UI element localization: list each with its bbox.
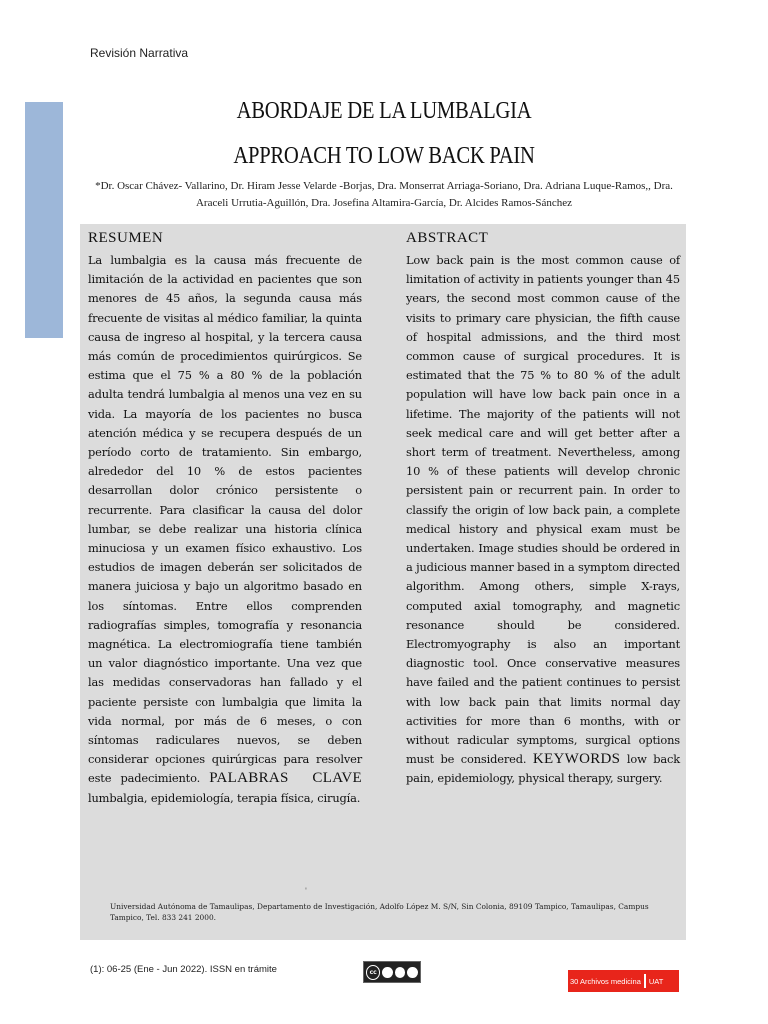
- resumen-keywords: lumbalgia, epidemiología, terapia física, cirugía.: [88, 790, 361, 805]
- nc-icon: [395, 967, 406, 978]
- affiliation-mark: ': [305, 887, 307, 895]
- abstract-panel: [80, 224, 686, 940]
- keywords-heading: KEYWORDS: [532, 751, 621, 768]
- author-line-1: *Dr. Oscar Chávez- Vallarino, Dr. Hiram Jesse Velarde -Borjas, Dra. Monserrat Arriaga-Soriano, Dra. Adriana Luque-Ramos,, Dra.: [95, 180, 673, 192]
- affiliation-text: Universidad Autónoma de Tamaulipas, Departamento de Investigación, Adolfo López M. S/N, Sin Colonia, 89109 Tampico, Tamaulipas, Campus Tampico, Tel. 833 241 2000.: [110, 902, 649, 922]
- resumen-column: [88, 230, 362, 808]
- abstract-heading: ABSTRACT: [406, 230, 489, 246]
- institution-name: UAT: [648, 976, 664, 986]
- cc-license-badge[interactable]: [363, 961, 421, 983]
- sa-icon: [407, 967, 418, 978]
- footer-divider: [644, 974, 646, 988]
- abstract-column: [406, 230, 680, 789]
- author-list: [60, 178, 708, 212]
- abstract-body: [406, 251, 680, 789]
- abstract-text: Low back pain is the most common cause of limitation of activity in patients younger than 45 years, the second most common cause of the visits to primary care physician, the fifth cause of hospital admissions, and the third most common cause of surgical procedures. It is estimated that the 75 % to 80 % of the adult population will have low back pain once in a lifetime. The majority of the patients will not seek medical care and will get better after a short term of treatment. Nevertheless, among 10 % of these patients will develop chronic persistent pain or recurrent pain. In order to classify the origin of low back pain, a complete medical history and physical exam must be undertaken. Image studies should be ordered in a judicious manner based in a symptom directed algorithm. Among others, simple X-rays, computed axial tomography, and magnetic resonance should be considered. Electromyography is also an important diagnostic tool. Once conservative measures have failed and the patient continues to persist with low back pain that limits normal day activities for more than 6 months, with or without radicular symptoms, surgical options must be considered.: [406, 253, 681, 767]
- journal-footer-badge: [568, 970, 679, 992]
- resumen-heading: RESUMEN: [88, 230, 164, 246]
- author-line-2: Araceli Urrutia-Aguillón, Dra. Josefina Altamira-García, Dr. Alcides Ramos-Sánchez: [195, 197, 572, 209]
- cc-icon: cc: [366, 965, 380, 980]
- abstract-keywords: low back pain, epidemiology, physical therapy, surgery.: [406, 752, 680, 786]
- title-english: APPROACH TO LOW BACK PAIN: [233, 143, 535, 169]
- citation-footer: (1): 06-25 (Ene - Jun 2022). ISSN en trámite: [90, 964, 277, 975]
- resumen-text: La lumbalgia es la causa más frecuente de limitación de la actividad en pacientes que son menores de 45 años, la segunda causa más frecuente de visitas al médico familiar, la quinta causa de ingreso al hospital, y la tercera causa más común de procedimientos quirúrgicos. Se estima que el 75 % a 80 % de la población adulta tendrá lumbalgia al menos una vez en su vida. La mayoría de los pacientes no busca atención médica y se recupera después de un período corto de tratamiento. Sin embargo, alrededor del 10 % de estos pacientes desarrollan dolor crónico persistente o recurrente. Para clasificar la causa del dolor lumbar, se debe realizar una historia clínica minuciosa y un examen físico exhaustivo. Los estudios de imagen deberán ser solicitados de manera juiciosa y bajo un algoritmo basado en los síntomas. Entre ellos comprenden radiografías simples, tomografía y resonancia magnética. La electromiografía tiene también un valor diagnóstico importante. Una vez que las medidas conservadoras han fallado y el paciente persiste con lumbalgia que limita la vida normal, por más de 6 meses, o con síntomas radiculares nuevos, se deben considerar opciones quirúrgicas para resolver este padecimiento.: [88, 253, 362, 786]
- section-label: Revisión Narrativa: [90, 46, 189, 60]
- by-icon: [382, 967, 393, 978]
- palabras-clave-heading: PALABRAS CLAVE: [209, 770, 362, 787]
- resumen-body: [88, 251, 362, 808]
- accent-side-bar: [25, 102, 63, 338]
- journal-name: 30 Archivos medicina: [570, 976, 641, 986]
- title-spanish: ABORDAJE DE LA LUMBALGIA: [236, 98, 532, 124]
